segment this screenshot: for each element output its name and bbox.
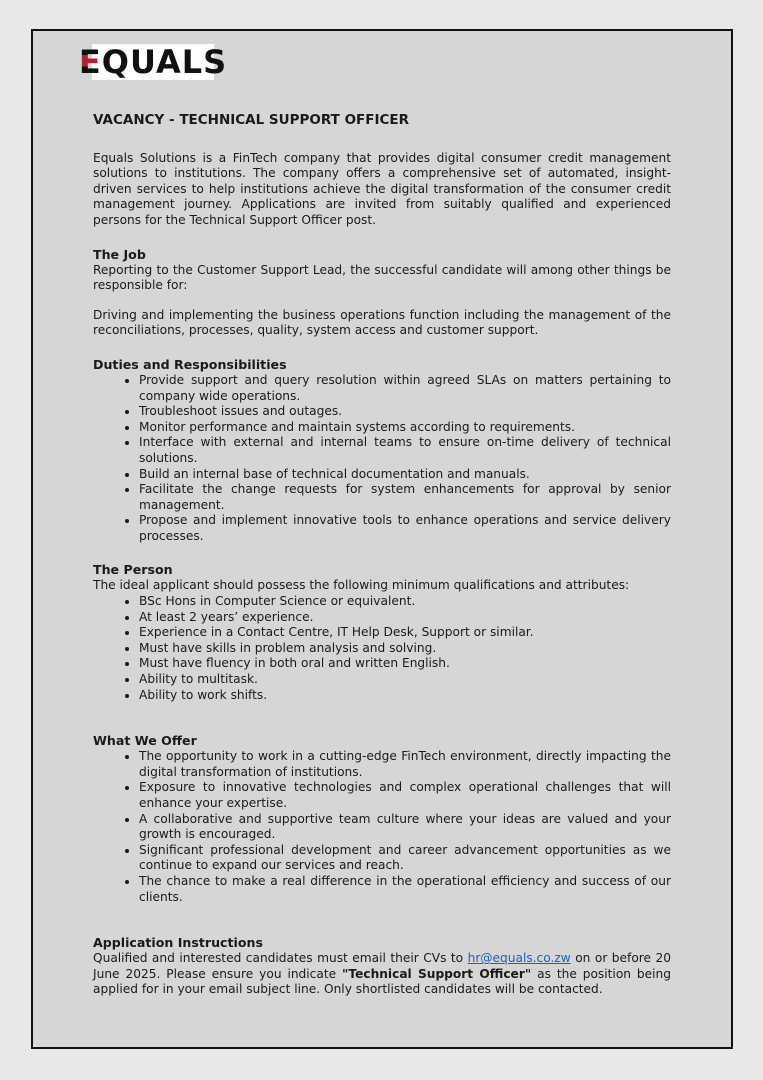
position-name: "Technical Support Officer" xyxy=(342,966,532,981)
job-reporting-text: Reporting to the Customer Support Lead, the successful candidate will among other things be responsible for: xyxy=(93,262,671,293)
vacancy-title: VACANCY - TECHNICAL SUPPORT OFFICER xyxy=(93,112,410,128)
list-item: • Must have fluency in both oral and written English. xyxy=(139,656,671,672)
list-item: • Troubleshoot issues and outages. xyxy=(139,404,671,420)
logo-e-letter: E xyxy=(78,43,102,81)
list-item: • The chance to make a real difference in the operational efficiency and success of our clients. xyxy=(139,874,671,905)
duties-heading: Duties and Responsibilities xyxy=(93,356,287,372)
list-item: • Exposure to innovative technologies and complex operational challenges that will enhance your expertise. xyxy=(139,780,671,811)
job-driving-text: Driving and implementing the business operations function including the management of the reconciliations, processes, quality, system access and customer support. xyxy=(93,307,671,338)
logo-text: QUALS xyxy=(101,43,228,81)
vacancy-content xyxy=(93,113,671,998)
list-item: • Interface with external and internal teams to ensure on-time delivery of technical solutions. xyxy=(139,435,671,466)
application-heading: Application Instructions xyxy=(93,935,263,951)
intro-paragraph: Equals Solutions is a FinTech company that provides digital consumer credit management solutions to institutions. The company offers a comprehensive set of automated, insight-driven services to help institutions achieve the digital transformation of the consumer credit management journey. Applications are invited from suitably qualified and experienced persons for the Technical Support Officer post. xyxy=(93,150,671,227)
application-text-before: Qualified and interested candidates must email their CVs to xyxy=(93,951,468,966)
job-heading: The Job xyxy=(93,246,146,262)
list-item: • At least 2 years’ experience. xyxy=(139,610,671,626)
email-link[interactable]: hr@equals.co.zw xyxy=(467,951,571,966)
list-item: • Facilitate the change requests for system enhancements for approval by senior management. xyxy=(139,482,671,513)
list-item: • BSc Hons in Computer Science or equivalent. xyxy=(139,594,671,610)
document-page xyxy=(31,29,733,1049)
list-item: • Experience in a Contact Centre, IT Help Desk, Support or similar. xyxy=(139,625,671,641)
duties-list xyxy=(93,373,671,545)
list-item: • The opportunity to work in a cutting-edge FinTech environment, directly impacting the digital transformation of institutions. xyxy=(139,749,671,780)
list-item: • Propose and implement innovative tools to enhance operations and service delivery processes. xyxy=(139,513,671,544)
person-heading: The Person xyxy=(93,562,173,578)
offer-heading: What We Offer xyxy=(93,733,197,749)
list-item: • Provide support and query resolution within agreed SLAs on matters pertaining to company wide operations. xyxy=(139,373,671,404)
list-item: • Ability to work shifts. xyxy=(139,688,671,704)
application-text xyxy=(93,951,671,998)
list-item: • A collaborative and supportive team culture where your ideas are valued and your growth is encouraged. xyxy=(139,812,671,843)
offer-list xyxy=(93,749,671,905)
equals-logo xyxy=(78,43,228,81)
application-text-middle: on or before 20 June 2025. Please ensure you indicate xyxy=(93,951,671,981)
list-item: • Ability to multitask. xyxy=(139,672,671,688)
person-lead-text: The ideal applicant should possess the following minimum qualifications and attributes: xyxy=(93,578,630,593)
application-text-after: as the position being applied for in your email subject line. Only shortlisted candidates will be contacted. xyxy=(93,966,671,997)
list-item: • Must have skills in problem analysis and solving. xyxy=(139,641,671,657)
list-item: • Build an internal base of technical documentation and manuals. xyxy=(139,467,671,483)
list-item: • Significant professional development and career advancement opportunities as we continue to expand our services and reach. xyxy=(139,843,671,874)
person-list xyxy=(93,594,671,703)
list-item: • Monitor performance and maintain systems according to requirements. xyxy=(139,420,671,436)
